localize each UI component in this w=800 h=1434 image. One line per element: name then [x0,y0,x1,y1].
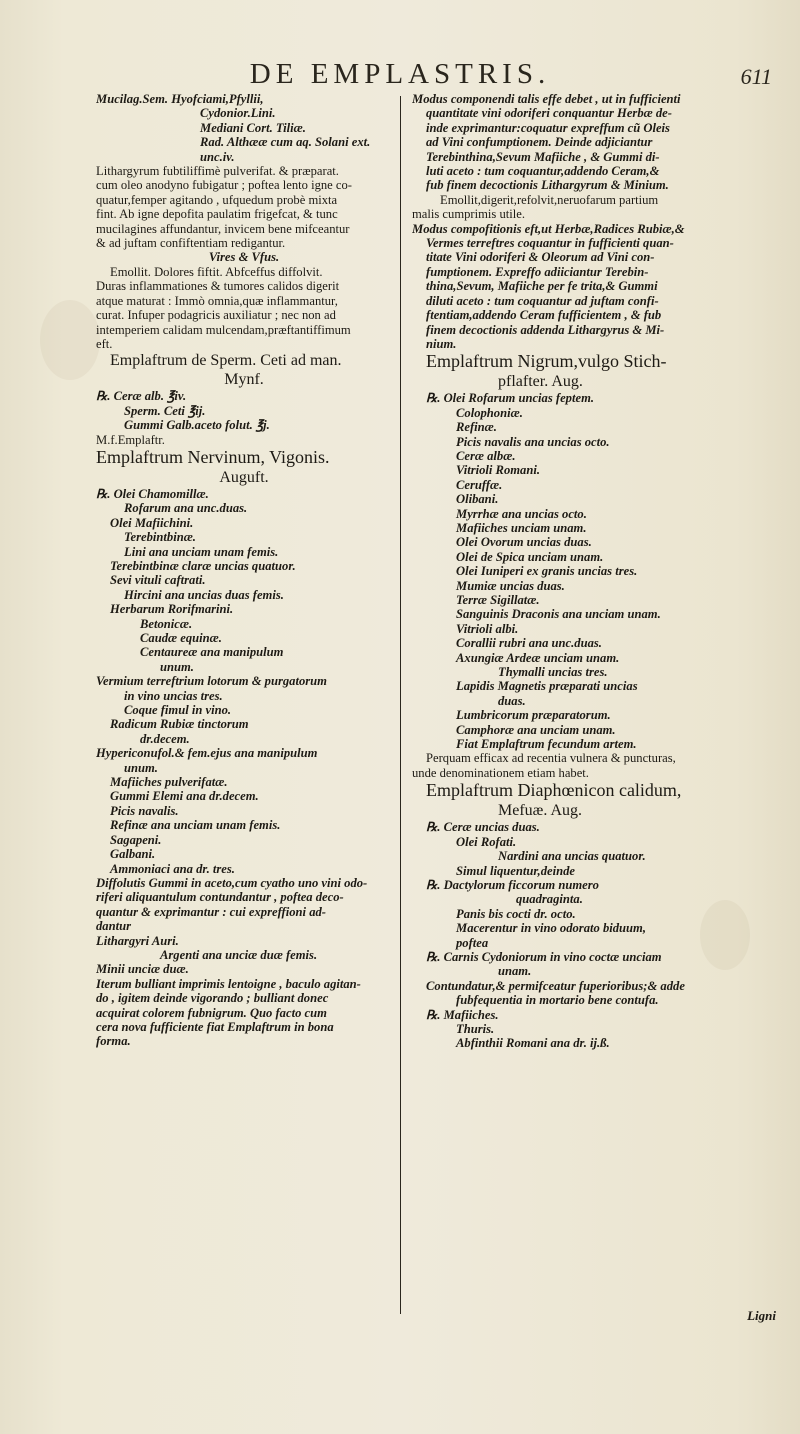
text-line: Olei Mafiichini. [110,515,194,530]
text-line: Colophoniæ. [456,405,523,420]
text-line: Picis navalis ana uncias octo. [456,434,610,449]
text-line: titate Vini odoriferi & Oleorum ad Vini con- [426,250,655,265]
text-line: Terebintbinæ claræ uncias quatuor. [110,558,296,573]
right-column [412,92,800,1051]
text-line: Mafiiches pulverifatæ. [110,775,228,790]
text-line: duas. [498,693,526,708]
text-line: thina,Sevum, Mafiiche per fe trita,& Gummi [426,279,658,294]
text-line: luti aceto : tum coquantur,addendo Ceram,& [426,164,660,179]
text-line: fumptionem. Expreffo adiiciantur Terebin- [426,264,649,279]
text-line: Mynf. [224,371,264,389]
text-line: unc.iv. [200,149,235,164]
text-line: Hircini ana uncias duas femis. [124,587,284,602]
text-line: Sanguinis Draconis ana unciam unam. [456,607,661,622]
text-line: Diffolutis Gummi in aceto,cum cyatho uno vini odo- [96,875,368,890]
text-line: Contundatur,& permifceatur fuperioribus;& adde [426,978,685,993]
text-line: Olei Iuniperi ex granis uncias tres. [456,564,638,579]
text-line: in vino uncias tres. [124,688,223,703]
text-line: cera nova fufficiente fiat Emplaftrum in bona [96,1019,334,1034]
text-line: unum. [160,659,194,674]
text-line: cum oleo anodyno fubigatur ; poftea lento igne co- [96,178,352,193]
text-line: Picis navalis. [110,803,179,818]
text-line: Herbarum Rorifmarini. [110,602,234,617]
text-line: diluti aceto : tum coquantur ad juftam confi- [426,293,659,308]
text-line: Perquam efficax ad recentia vulnera & puncturas, [426,751,676,766]
text-line: fub finem decoctionis Lithargyrum & Minium. [426,178,669,193]
text-line: dantur [96,919,132,934]
text-line: Modus compofitionis eft,ut Herbæ,Radices Rubiæ,& [412,221,685,236]
text-line: Lithargyri Auri. [96,933,179,948]
text-line: intemperiem calidam mulcendam,præftantiffimum [96,322,351,337]
text-line: Mumiæ uncias duas. [456,578,565,593]
text-line: atque maturat : Immò omnia,quæ inflammantur, [96,293,338,308]
text-line: quantur & exprimantur : cui expreffioni ad- [96,904,326,919]
text-line: Thymalli uncias tres. [498,665,608,680]
text-line: Emollit. Dolores fiftit. Abfceffus diffolvit. [110,264,323,279]
text-line: Olibani. [456,492,499,507]
text-line: Gummi Galb.aceto folut. ℥j. [124,418,270,433]
text-line: Sagapeni. [110,832,162,847]
text-line: do , igitem deinde vigorando ; bulliant donec [96,991,329,1006]
text-line: Terebinthina,Sevum Mafiiche , & Gummi di- [426,149,660,164]
paper-stain [40,300,100,380]
text-line: Refinæ ana unciam unam femis. [110,818,281,833]
text-line: Sevi vituli caftrati. [110,573,206,588]
text-line: Rad. Althææ cum aq. Solani ext. [200,135,371,150]
text-line: Myrrhæ ana uncias octo. [456,506,587,521]
text-line: Olei de Spica unciam unam. [456,549,604,564]
text-line: Cydonior.Lini. [200,106,276,121]
text-line: Refinæ. [456,420,497,435]
column-rule [400,96,401,1314]
text-line: Emplaftrum de Sperm. Ceti ad man. [110,352,342,370]
text-line: unum. [124,760,158,775]
text-line: ℞. Carnis Cydoniorum in vino coctæ unciam [426,949,662,964]
text-line: Minii unciæ duæ. [96,962,189,977]
text-line: ℞. Ceræ alb. ℥iv. [96,389,187,404]
text-line: forma. [96,1034,131,1049]
text-line: ℞. Mafiiches. [426,1007,499,1022]
text-line: ℞. Dactylorum ficcorum numero [426,877,599,892]
catchword: Ligni [747,1308,776,1323]
page-number: 611 [740,64,772,89]
text-line: quantitate vini odoriferi conquantur Herbæ de- [426,106,672,121]
text-line: ℞. Olei Chamomillæ. [96,486,209,501]
text-line: Emplaftrum Diaphœnicon calidum, [426,780,682,801]
text-line: Macerentur in vino odorato biduum, [456,921,646,936]
text-line: Camphoræ ana unciam unam. [456,722,616,737]
text-line: Thuris. [456,1021,495,1036]
text-line: ℞. Ceræ uncias duas. [426,820,540,835]
text-line: Mucilag.Sem. Hyofciami,Pfyllii, [96,92,264,106]
text-line: nium. [426,336,457,351]
text-line: Terebintbinæ. [124,530,196,545]
text-line: riferi aliquantulum contundantur , poftea deco- [96,890,344,905]
text-line: Betonicæ. [140,616,193,631]
text-line: Olei Rofati. [456,834,517,849]
text-line: Mediani Cort. Tiliæ. [200,120,306,135]
text-line: ℞. Olei Rofarum uncias feptem. [426,391,595,406]
text-line: ad Vini confumptionem. Deinde adjiciantur [426,135,653,150]
text-line: Modus componendi talis effe debet , ut in fufficienti [412,92,681,106]
text-line: Lithargyrum fubtiliffimè pulverifat. & præparat. [96,164,339,179]
text-line: Sperm. Ceti ℥ij. [124,403,206,418]
text-line: Axungiæ Ardeæ unciam unam. [456,650,620,665]
text-line: Auguft. [219,468,269,486]
text-line: quatur,femper agitando , ufquedum probè mixta [96,192,338,207]
text-line: Argenti ana unciæ duæ femis. [160,947,318,962]
text-line: Ceræ albæ. [456,448,516,463]
text-line: Nardini ana uncias quatuor. [498,849,646,864]
text-line: inde exprimantur:coquatur expreffum cũ Oleis [426,120,670,135]
text-line: Galbani. [110,847,156,862]
text-line: Hypericonufol.& fem.ejus ana manipulum [96,746,318,761]
text-line: mucilagines affundantur, invicem bene mifceantur [96,221,350,236]
text-line: Duras inflammationes & tumores calidos digerit [96,279,340,294]
text-line: Lapidis Magnetis præparati uncias [456,679,638,694]
text-line: Olei Ovorum uncias duas. [456,535,592,550]
text-line: Abfinthii Romani ana dr. ij.ß. [456,1036,610,1051]
text-line: acquirat colorem fubnigrum. Quo facto cum [96,1005,327,1020]
text-line: unam. [498,964,532,979]
text-line: Radicum Rubiæ tinctorum [110,717,249,732]
text-line: finem decoctionis addenda Lithargyrus & Mi- [426,322,665,337]
text-line: Lini ana unciam unam femis. [124,544,279,559]
text-line: Simul liquentur,deinde [456,863,575,878]
text-line: quadraginta. [516,892,583,907]
running-head: DE EMPLASTRIS. [249,58,551,90]
text-line: Ammoniaci ana dr. tres. [110,861,235,876]
text-line: dr.decem. [140,731,190,746]
text-line: Corallii rubri ana unc.duas. [456,636,602,651]
text-line: Lumbricorum præparatorum. [456,708,611,723]
text-line: eft. [96,336,113,351]
text-line: Vitrioli albi. [456,621,519,636]
text-line: Panis bis cocti dr. octo. [456,906,576,921]
text-line: poftea [456,935,489,950]
left-column [96,92,392,1049]
text-line: Caudæ equinæ. [140,631,222,645]
text-line: Vitrioli Romani. [456,463,540,478]
text-line: Emplaftrum Nigrum,vulgo Stich- [426,351,667,372]
text-line: Mefuæ. Aug. [498,802,582,820]
text-line: Terræ Sigillatæ. [456,593,540,607]
text-line: Emollit,digerit,refolvit,neruofarum partium [440,192,659,207]
text-line: Vermium terreftrium lotorum & purgatorum [96,674,327,689]
text-line: curat. Infuper podagricis auxiliatur ; nec non ad [96,308,336,323]
text-line: Ceruffæ. [456,477,503,492]
text-line: M.f.Emplaftr. [96,432,165,447]
text-line: Centaureæ ana manipulum [140,645,284,660]
text-line: Vires & Vfus. [208,250,280,265]
text-line: malis cumprimis utile. [412,207,525,222]
text-line: Iterum bulliant imprimis lentoigne , baculo agitan- [96,976,361,991]
text-line: & ad juftam confiftentiam redigantur. [96,236,286,251]
text-line: pflafter. Aug. [498,373,583,391]
text-line: Vermes terreftres coquantur in fufficienti quan- [426,236,674,251]
text-line: Emplaftrum Nervinum, Vigonis. [96,446,330,467]
text-line: Mafiiches unciam unam. [456,520,587,535]
text-line: unde denominationem etiam habet. [412,765,589,780]
text-line: Fiat Emplaftrum fecundum artem. [456,737,637,752]
text-line: ftentiam,addendo Ceram fufficientem , & fub [426,308,662,323]
text-line: Coque fimul in vino. [124,703,232,718]
text-line: fint. Ab igne depofita paulatim frigefcat, & tunc [96,207,338,222]
text-line: Rofarum ana unc.duas. [124,501,248,516]
text-line: Gummi Elemi ana dr.decem. [110,789,259,804]
text-line: fubfequentia in mortario bene contufa. [456,993,659,1008]
